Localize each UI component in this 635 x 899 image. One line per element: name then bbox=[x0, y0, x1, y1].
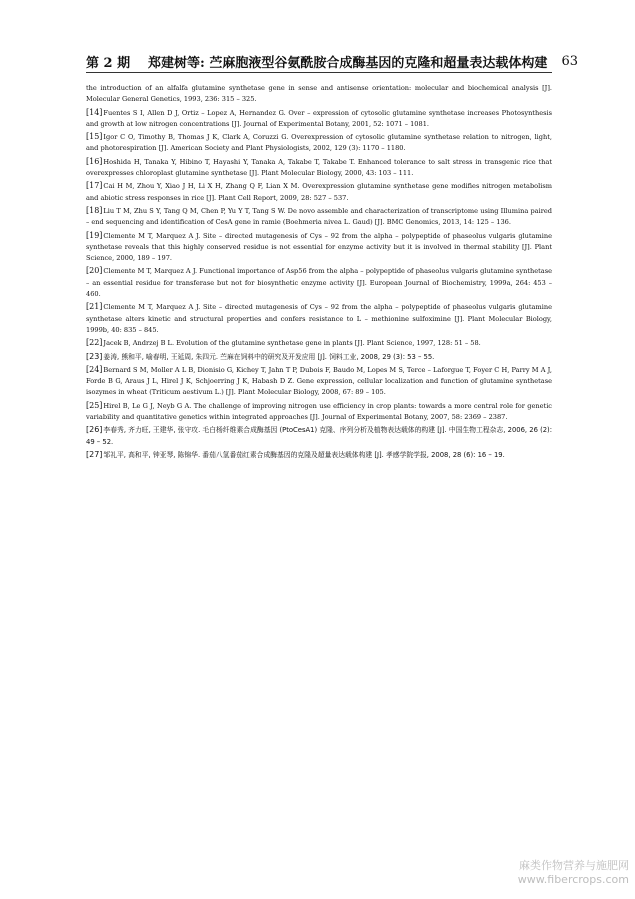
reference-entry bbox=[86, 156, 552, 180]
reference-entry bbox=[86, 265, 552, 300]
reference-entry bbox=[86, 424, 552, 448]
reference-text: the introduction of an alfalfa glutamine synthetase gene in sense and antisense orientation: molecular and biochemical analysis [J]. Molecular General Genetics, 1993, 236: 315 – 325. bbox=[86, 84, 552, 104]
reference-index: [20] bbox=[86, 266, 103, 276]
reference-text: 姜涛, 熊和平, 喻春明, 王延周, 朱四元. 苎麻在饲料中的研究及开发应用 [J]. 饲料工业, 2008, 29 (3): 53 – 55. bbox=[103, 352, 435, 361]
reference-index: [24] bbox=[86, 364, 103, 374]
reference-entry bbox=[86, 351, 552, 363]
reference-entry bbox=[86, 180, 552, 204]
reference-text: Liu T M, Zhu S Y, Tang Q M, Chen P, Yu Y T, Tang S W. De novo assemble and characterization of transcriptome using Illumina paired – end sequencing and identification of CesA gene in ramie (Boehmeria nivea L. Gaud) [J]. BMC Genomics, 2013, 14: 125 – 136. bbox=[86, 206, 552, 227]
reference-text: Hirel B, Le G J, Neyb G A. The challenge of improving nitrogen use efficiency in crop plants: towards a more central role for genetic variability and quantitative genetics within integrated approaches [J]. Journal of Experimental Botany, 2007, 58: 2369 – 2387. bbox=[86, 401, 552, 422]
reference-entry bbox=[86, 337, 552, 349]
reference-index: [14] bbox=[86, 107, 103, 117]
reference-entry bbox=[86, 364, 552, 399]
reference-text: Clemente M T, Marquez A J. Site – directed mutagenesis of Cys – 92 from the alpha – polypeptide of phaseolus vulgaris glutamine synthetase reveals that this highly conserved residue is not essential for enzyme activity but it is involved in thermal stability [J]. Plant Science, 2000, 189 – 197. bbox=[86, 231, 552, 263]
reference-entry bbox=[86, 205, 552, 229]
reference-entry bbox=[86, 449, 552, 461]
running-header bbox=[86, 50, 578, 74]
reference-index: [21] bbox=[86, 302, 103, 312]
watermark-site-name: 麻类作物营养与施肥网 bbox=[519, 859, 629, 872]
reference-text: Fuentes S I, Allen D J, Ortiz – Lopez A, Hernandez G. Over – expression of cytosolic glutamine synthetase increases Photosynthesis and growth at low nitrogen concentrations [J]. Journal of Experimental Botany, 2001, 52: 1071 – 1081. bbox=[86, 108, 552, 128]
reference-index: [16] bbox=[86, 156, 103, 166]
reference-text: Bernard S M, Moller A L B, Dionisio G, Kichey T, Jahn T P, Dubois F, Baudo M, Lopes M S, Terce – Laforgue T, Foyer C H, Parry M A J, Forde B G, Araus J L, Hirel J K, Schjoerring J K, Habash D Z. Gene expression, cellular localization and function of glutamine synthetase isozymes in wheat (Triticum aestivum L.) [J]. Plant Molecular Biology, 2008, 67: 89 – 105. bbox=[86, 365, 552, 397]
watermark bbox=[518, 859, 629, 887]
reference-index: [15] bbox=[86, 132, 103, 142]
reference-list bbox=[86, 83, 552, 462]
reference-text: Hoshida H, Tanaka Y, Hibino T, Hayashi Y, Tanaka A, Takabe T, Takabe T. Enhanced tolerance to salt stress in transgenic rice that overexpresses chloroplast glutamine synthetase [J]. Plant Molecular Biology, 2000, 43: 103 – 111. bbox=[86, 157, 552, 178]
reference-entry bbox=[86, 107, 552, 131]
reference-index: [27] bbox=[86, 449, 103, 459]
reference-index: [23] bbox=[86, 351, 103, 361]
reference-index: [22] bbox=[86, 338, 103, 348]
reference-text: Jacek B, Andrzej B L. Evolution of the glutamine synthetase gene in plants [J]. Plant Science, 1997, 128: 51 – 58. bbox=[103, 339, 481, 348]
reference-entry bbox=[86, 83, 552, 106]
reference-index: [19] bbox=[86, 230, 103, 240]
page-number: 63 bbox=[561, 54, 578, 69]
reference-text: 李春秀, 齐力旺, 王建华, 张守攻. 毛白杨纤维素合成酶基因 (PtoCesA1) 克隆、序列分析及植物表达载体的构建 [J]. 中国生物工程杂志, 2006, 26 (2): 49 – 52. bbox=[86, 426, 552, 446]
reference-index: [25] bbox=[86, 400, 103, 410]
reference-entry bbox=[86, 230, 552, 265]
reference-entry bbox=[86, 400, 552, 424]
running-title: 郑建树等: 苎麻胞液型谷氨酰胺合成酶基因的克隆和超量表达载体构建 bbox=[148, 56, 548, 71]
reference-entry bbox=[86, 301, 552, 336]
reference-text: Cai H M, Zhou Y, Xiao J H, Li X H, Zhang Q F, Lian X M. Overexpression glutamine synthetase gene modifies nitrogen metabolism and abiotic stress responses in rice [J]. Plant Cell Report, 2009, 28: 527 – 537. bbox=[86, 182, 552, 202]
reference-index: [18] bbox=[86, 205, 103, 215]
reference-text: Igor C O, Timothy B, Thomas J K, Clark A, Coruzzi G. Overexpression of cytosolic glutamine synthetase relation to nitrogen, light, and photorespiration [J]. American Society and Plant Physiologists, 2002, 129 (3): 1170 – 1180. bbox=[86, 133, 552, 153]
reference-index: [17] bbox=[86, 181, 103, 191]
reference-text: Clemente M T, Marquez A J. Functional importance of Asp56 from the alpha – polypeptide of phaseolus vulgaris glutamine synthetase – an essential residue for transferase but not for biosynthetic enzyme activity [J]. European Journal of Biochemistry, 1999a, 264: 453 – 460. bbox=[86, 267, 552, 299]
reference-index: [26] bbox=[86, 425, 103, 435]
reference-text: Clemente M T, Marquez A J. Site – directed mutagenesis of Cys – 92 from the alpha – polypeptide of phaseolus vulgaris glutamine synthetase alters kinetic and structural properties and confers resistance to L – methionine sulfoximine [J]. Plant Molecular Biology, 1999b, 40: 835 – 845. bbox=[86, 303, 552, 334]
reference-entry bbox=[86, 131, 552, 155]
issue-number: 第 2 期 bbox=[86, 56, 131, 71]
header-rule bbox=[86, 72, 552, 73]
reference-text: 邹礼平, 高和平, 钟亚琴, 陈锦华. 番茄八氢番茄红素合成酶基因的克隆及超量表达载体构建 [J]. 孝感学院学报, 2008, 28 (6): 16 – 19. bbox=[103, 450, 505, 459]
watermark-url: www.fibercrops.com bbox=[517, 873, 629, 886]
